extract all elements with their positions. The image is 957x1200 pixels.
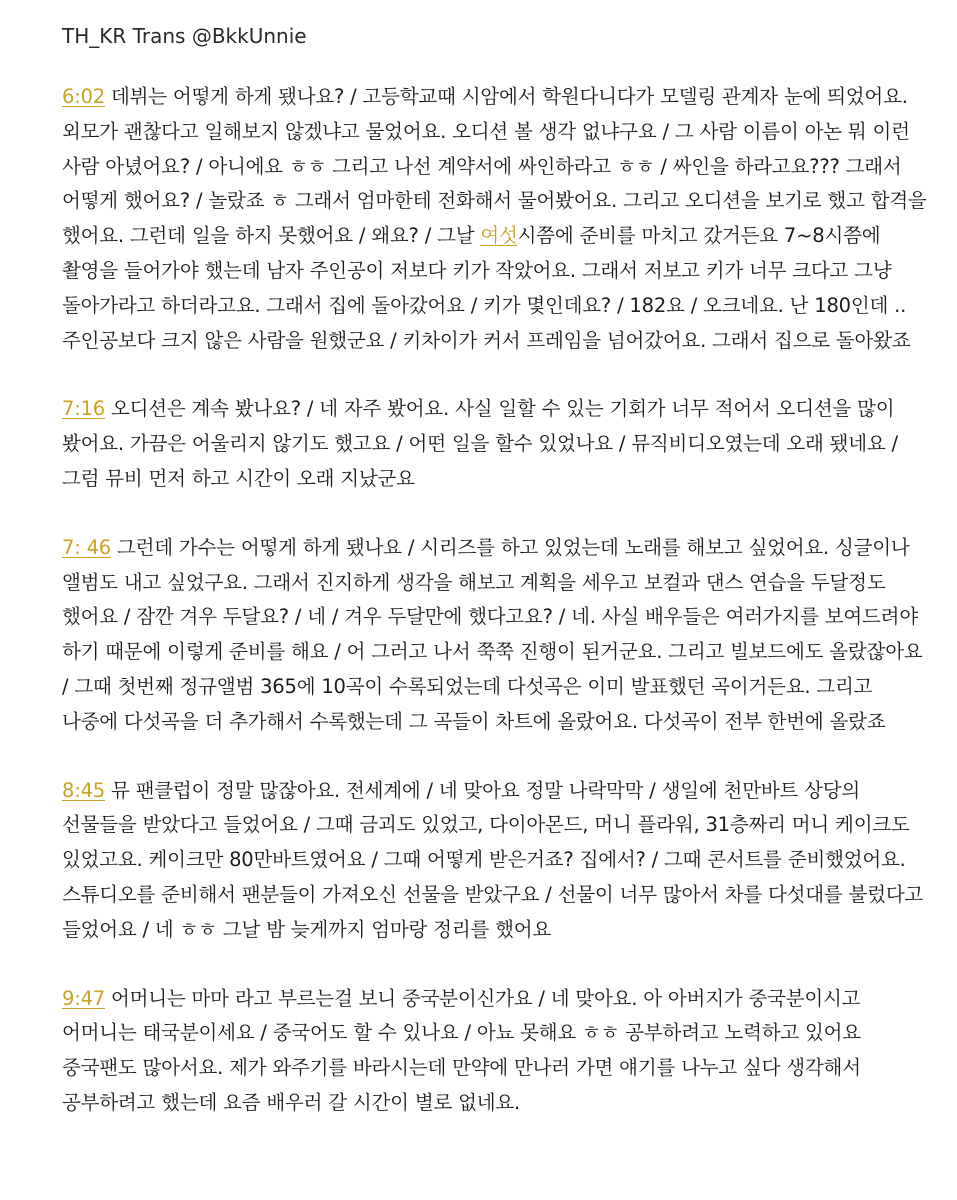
paragraph-text: 어머니는 마마 라고 부르는걸 보니 중국분이신가요 / 네 맞아요. 아 아버지가 중국분이시고 어머니는 태국분이세요 / 중국어도 할 수 있나요 / 아뇨 못해요 ㅎㅎ 공부하려고 노력하고 있어요 중국팬도 많아서요. 제가 와주기를 바라시는데 만약에 만나러 가면 얘기를 나누고 싶다 생각해서 공부하려고 했는데 요즘 배우러 갈 시간이 별로 없네요. — [62, 986, 861, 1114]
paragraph-text: 뮤 팬클럽이 정말 많잖아요. 전세계에 / 네 맞아요 정말 나락막막 / 생일에 천만바트 상당의 선물들을 받았다고 들었어요 / 그때 금괴도 있었고, 다이아몬드, 머니 플라워, 31층짜리 머니 케이크도 있었고요. 케이크만 80만바트였어요 / 그때 어떻게 받은거죠? 집에서? / 그때 콘서트를 준비했었어요. 스튜디오를 준비해서 팬분들이 가져오신 선물을 받았구요 / 선물이 너무 많아서 차를 다섯대를 불렀다고 들었어요 / 네 ㅎㅎ 그날 밤 늦게까지 엄마랑 정리를 했어요 — [62, 778, 924, 941]
timestamp-link[interactable]: 8:45 — [62, 778, 105, 802]
paragraph-text: 데뷔는 어떻게 하게 됐나요? / 고등학교때 시암에서 학원다니다가 모델링 관계자 눈에 띄었어요. 외모가 괜찮다고 일해보지 않겠냐고 물었어요. 오디션 볼 생각 없냐구요 / 그 사람 이름이 아논 뭐 이런 사람 아녔어요? / 아니에요 ㅎㅎ 그리고 나선 계약서에 싸인하라고 ㅎㅎ / 싸인을 하라고요??? 그래서 어떻게 했어요? / 놀랐죠 ㅎ 그래서 엄마한테 전화해서 물어봤어요. 그리고 오디션을 보기로 했고 합격을 했어요. 그런데 일을 하지 못했어요 / 왜요? / 그날 — [62, 85, 927, 248]
paragraph-7-46 — [62, 531, 929, 740]
paragraph-8-45 — [62, 774, 929, 948]
paragraph-text: 그런데 가수는 어떻게 하게 됐나요 / 시리즈를 하고 있었는데 노래를 해보고 싶었어요. 싱글이나 앨범도 내고 싶었구요. 그래서 진지하게 생각을 해보고 계획을 세우고 보컬과 댄스 연습을 두달정도 했어요 / 잠깐 겨우 두달요? / 네 / 겨우 두달만에 했다고요? / 네. 사실 배우들은 여러가지를 보여드려야 하기 때문에 이렇게 준비를 해요 / 어 그러고 나서 쭉쭉 진행이 된거군요. 그리고 빌보드에도 올랐잖아요 / 그때 첫번째 정규앨범 365에 10곡이 수록되었는데 다섯곡은 이미 발표했던 곡이거든요. 그리고 나중에 다섯곡을 더 추가해서 수록했는데 그 곡들이 차트에 올랐어요. 다섯곡이 전부 한번에 올랐죠 — [62, 535, 923, 733]
paragraph-text: 오디션은 계속 봤나요? / 네 자주 봤어요. 사실 일할 수 있는 기회가 너무 적어서 오디션을 많이 봤어요. 가끔은 어울리지 않기도 했고요 / 어떤 일을 할수 있었나요 / 뮤직비디오였는데 오래 됐네요 / 그럼 뮤비 먼저 하고 시간이 오래 지났군요 — [62, 397, 898, 490]
paragraph-text: 시쯤에 준비를 마치고 갔거든요 7~8시쯤에 촬영을 들어가야 했는데 남자 주인공이 저보다 키가 작았어요. 그래서 저보고 키가 너무 크다고 그냥 돌아가라고 하더라고요. 그래서 집에 돌아갔어요 / 키가 몇인데요? / 182요 / 오크네요. 난 180인데 .. 주인공보다 크지 않은 사람을 원했군요 / 키차이가 커서 프레임을 넘어갔어요. 그래서 집으로 돌아왔죠 — [62, 224, 911, 352]
paragraph-6-02 — [62, 80, 929, 358]
translator-credit: TH_KR Trans @BkkUnnie — [62, 24, 307, 48]
timestamp-link[interactable]: 7: 46 — [62, 535, 111, 559]
timestamp-link[interactable]: 9:47 — [62, 986, 105, 1010]
paragraph-7-16 — [62, 392, 929, 496]
paragraph-9-47 — [62, 982, 929, 1121]
keyword-link[interactable]: 여섯 — [480, 224, 518, 248]
timestamp-link[interactable]: 7:16 — [62, 397, 105, 421]
timestamp-link[interactable]: 6:02 — [62, 85, 105, 108]
